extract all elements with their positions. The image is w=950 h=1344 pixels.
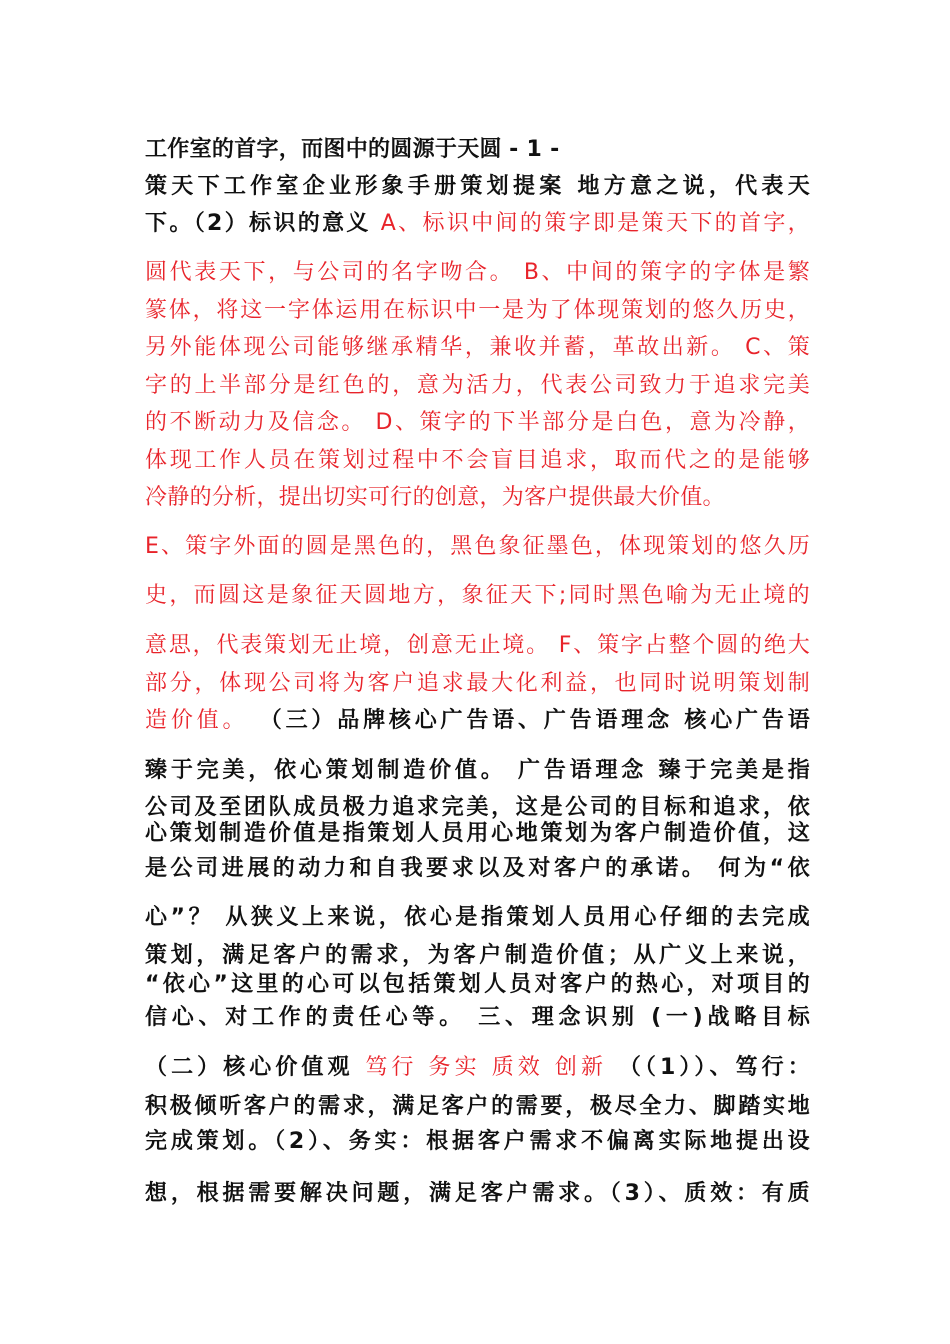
text-line [145,297,810,325]
text-line [145,632,810,660]
text-segment: 篆体，将这一字体运用在标识中一是为了体现策划的悠久历史， [145,298,810,323]
text-segment: 字的上半部分是红色的，意为活力，代表公司致力于追求完美 [145,373,810,398]
text-line [145,1054,810,1082]
text-segment: 臻于完美，依心策划制造价值。 广告语理念 臻于完美是指 [145,758,810,783]
text-segment: 史，而圆这是象征天圆地方，象征天下;同时黑色喻为无止境的 [145,583,810,608]
text-line [145,971,810,999]
text-segment: “依心”这里的心可以包括策划人员对客户的热心，对项目的 [145,972,810,997]
text-line [145,1004,810,1032]
text-segment: 积极倾听客户的需求，满足客户的需要，极尽全力、脚踏实地 [145,1094,810,1119]
text-line [145,409,810,437]
text-segment: 意思，代表策划无止境，创意无止境。 F、策字占整个圆的绝大 [145,633,810,658]
text-segment: 的不断动力及信念。 D、策字的下半部分是白色，意为冷静， [145,410,810,435]
text-segment: 部分，体现公司将为客户追求最大化利益，也同时说明策划制 [145,671,810,696]
text-line [145,670,810,698]
text-line [145,484,810,512]
text-segment: 冷静的分析，提出切实可行的创意，为客户提供最大价值。 [145,485,725,510]
text-line [145,794,810,822]
text-segment: 下。（2）标识的意义 [145,211,381,236]
text-line [145,942,810,970]
text-line [145,372,810,400]
text-line [145,855,810,883]
text-segment: （（1））、笃行： [607,1055,811,1080]
text-line [145,582,810,610]
text-segment: （三）品牌核心广告语、广告语理念 核心广告语 [248,708,810,733]
text-line [145,173,810,201]
text-line [145,136,810,164]
text-line [145,334,810,362]
text-line [145,707,810,735]
text-line [145,1128,810,1156]
text-segment: 公司及至团队成员极力追求完美，这是公司的目标和追求，依 [145,795,810,820]
text-segment: 体现工作人员在策划过程中不会盲目追求，取而代之的是能够 [145,448,810,473]
text-line [145,447,810,475]
core-values-text: 笃行 务实 质效 创新 [365,1055,608,1080]
text-segment: 心策划制造价值是指策划人员用心地策划为客户制造价值，这 [145,821,810,846]
text-segment: 工作室的首字，而图中的圆源于天圆 [145,137,502,162]
text-segment: （二）核心价值观 [145,1055,366,1080]
text-segment: A、标识中间的策字即是策天下的首字， [380,211,810,236]
text-segment: 想，根据需要解决问题，满足客户需求。（3）、质效：有质 [145,1181,810,1206]
text-segment: 心”？ 从狭义上来说，依心是指策划人员用心仔细的去完成 [145,905,810,930]
text-segment: 圆代表天下，与公司的名字吻合。 B、中间的策字的字体是繁 [145,260,810,285]
text-segment: 策划，满足客户的需求，为客户制造价值；从广义上来说， [145,943,810,968]
page-number: - 1 - [509,137,560,162]
text-line [145,259,810,287]
text-segment: 策天下工作室企业形象手册策划提案 地方意之说，代表天 [145,174,810,199]
text-line [145,210,810,238]
text-segment: 完成策划。（2）、务实：根据客户需求不偏离实际地提出设 [145,1129,810,1154]
text-line [145,1093,810,1121]
text-line [145,904,810,932]
text-line [145,1180,810,1208]
text-segment: 造价值。 [145,708,249,733]
text-segment: 是公司进展的动力和自我要求以及对客户的承诺。 何为“依 [145,856,810,881]
text-segment: E、策字外面的圆是黑色的，黑色象征墨色，体现策划的悠久历 [145,534,810,559]
text-segment: 另外能体现公司能够继承精华，兼收并蓄，革故出新。 C、策 [145,335,810,360]
text-segment: 信心、对工作的责任心等。 三、理念识别 (一)战略目标 [145,1005,810,1030]
text-line [145,820,810,848]
text-line [145,757,810,785]
text-line [145,533,810,561]
